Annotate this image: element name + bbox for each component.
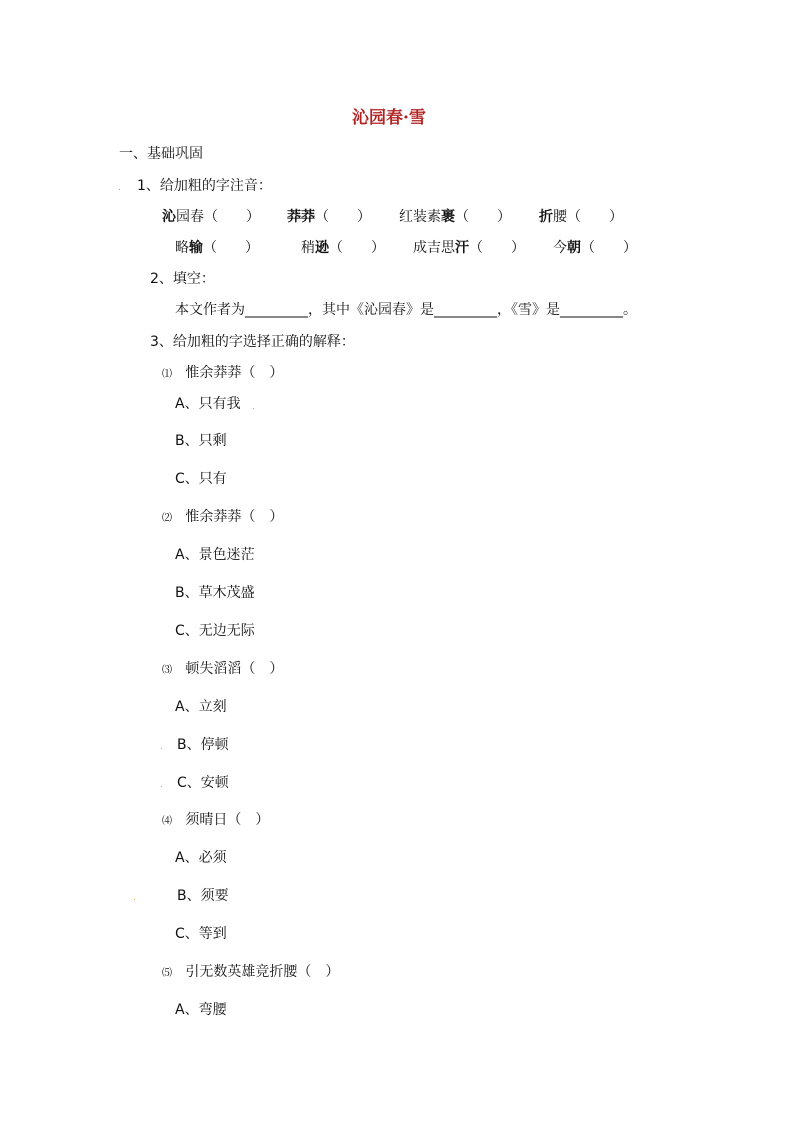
- item-text: 惟余莽莽（ ）: [185, 365, 284, 381]
- q1-item: [399, 208, 511, 226]
- bold-char: 汗: [455, 240, 469, 256]
- option: C、只有: [175, 471, 227, 487]
- item-text: （ ）: [203, 240, 259, 256]
- item-text: 引无数英雄竞折腰（ ）: [185, 964, 340, 980]
- option: C、安顿: [177, 775, 229, 791]
- q1-item: [301, 239, 385, 257]
- q1-prompt: 1、给加粗的字注音：: [137, 178, 272, 194]
- option: A、弯腰: [175, 1002, 227, 1018]
- q3-item: [162, 508, 283, 528]
- q3-item: [162, 963, 339, 983]
- q1-item: [553, 239, 637, 257]
- item-text: 腰（ ）: [553, 209, 623, 225]
- bold-char: 逊: [315, 240, 329, 256]
- q1-item: [413, 239, 525, 257]
- q1-item: [539, 208, 623, 226]
- bold-char: 输: [189, 240, 203, 256]
- item-text: 红装素: [399, 209, 441, 225]
- option: A、必须: [175, 850, 227, 866]
- stray-mark: .: [160, 780, 163, 790]
- q2-text: 本文作者为_________，其中《沁园春》是_________，《雪》是_________。: [175, 302, 637, 318]
- q3-item: [162, 364, 283, 384]
- item-text: （ ）: [315, 209, 371, 225]
- stray-mark: .: [118, 183, 121, 193]
- item-number: ⑴: [162, 369, 172, 380]
- stray-mark: .: [133, 893, 136, 903]
- bold-char: 折: [539, 209, 553, 225]
- bold-char: 朝: [567, 240, 581, 256]
- bold-char: 莽莽: [287, 209, 315, 225]
- option: B、只剩: [175, 433, 227, 449]
- section-heading: 一、基础巩固: [119, 146, 203, 162]
- q3-prompt: 3、给加粗的字选择正确的解释：: [150, 334, 355, 350]
- q2-prompt: 2、填空：: [150, 271, 215, 287]
- item-text: 今: [553, 240, 567, 256]
- option: A、景色迷茫: [175, 547, 255, 563]
- option: B、停顿: [177, 737, 229, 753]
- stray-mark: .: [160, 742, 163, 752]
- item-text: 成吉思: [413, 240, 455, 256]
- item-number: ⑶: [162, 665, 172, 676]
- q1-item: [175, 239, 259, 257]
- item-text: （ ）: [455, 209, 511, 225]
- item-number: ⑷: [162, 816, 172, 827]
- q3-item: [162, 811, 269, 831]
- item-text: 须晴日（ ）: [185, 812, 270, 828]
- bold-char: 沁: [162, 209, 176, 225]
- option: B、草木茂盛: [175, 585, 255, 601]
- stray-mark: .: [252, 402, 255, 412]
- q1-item: [287, 208, 371, 226]
- page-title: 沁园春·雪: [352, 108, 426, 128]
- option: A、立刻: [175, 699, 227, 715]
- item-text: （ ）: [329, 240, 385, 256]
- item-text: 惟余莽莽（ ）: [185, 509, 284, 525]
- option: A、只有我: [175, 396, 241, 412]
- item-text: （ ）: [469, 240, 525, 256]
- q3-item: [162, 660, 283, 680]
- q1-item: [162, 208, 260, 226]
- item-text: （ ）: [581, 240, 637, 256]
- option: C、无边无际: [175, 623, 255, 639]
- bold-char: 裹: [441, 209, 455, 225]
- item-text: 园春（ ）: [176, 209, 260, 225]
- item-number: ⑵: [162, 513, 172, 524]
- option: B、须要: [177, 888, 229, 904]
- item-text: 稍: [301, 240, 315, 256]
- option: C、等到: [175, 926, 227, 942]
- item-number: ⑸: [162, 968, 172, 979]
- item-text: 略: [175, 240, 189, 256]
- item-text: 顿失滔滔（ ）: [185, 661, 284, 677]
